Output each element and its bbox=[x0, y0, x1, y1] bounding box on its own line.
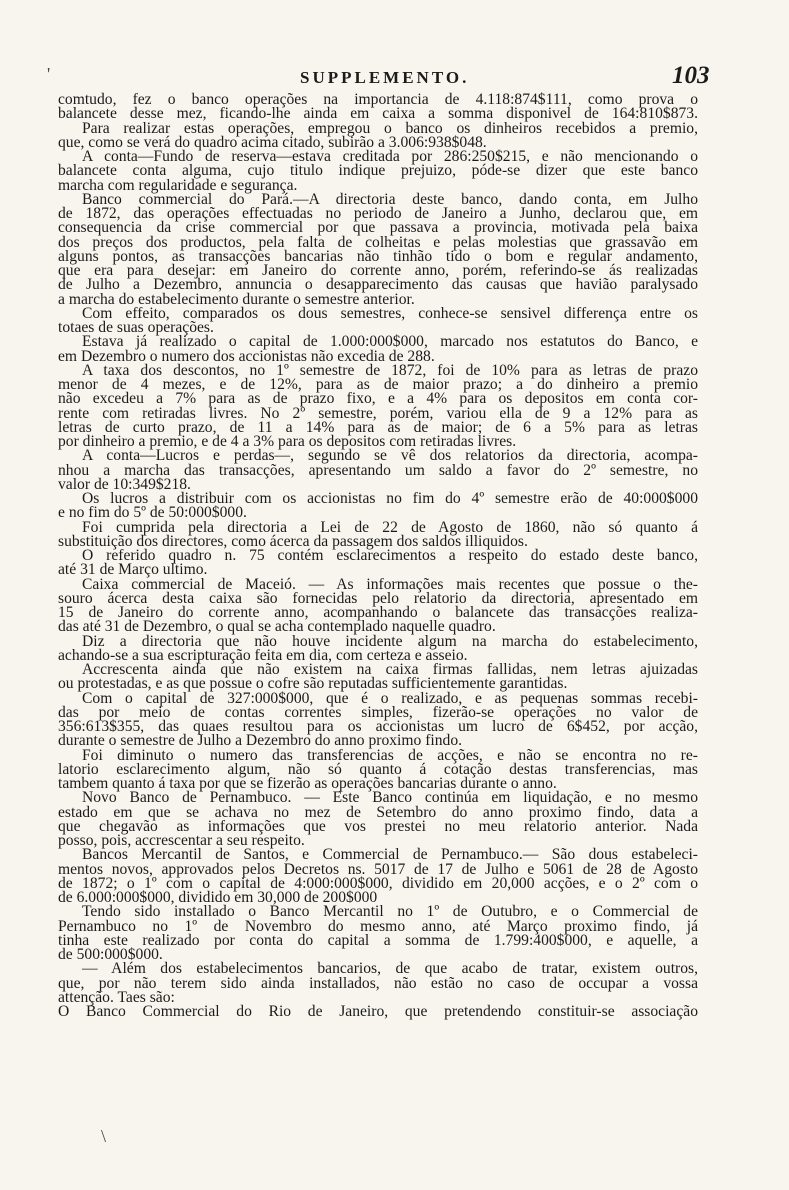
text-line: Accrescenta ainda que não existem na caixa firmas fallidas, nem letras ajuizadas bbox=[82, 661, 698, 678]
text-line: por dinheiro a premio, e de 4 a 3% para os depositos com retiradas livres. bbox=[58, 433, 517, 450]
body-text bbox=[58, 93, 698, 1019]
text-line: Para realizar estas operações, empregou o banco os dinheiros recebidos a premio, bbox=[82, 119, 698, 137]
text-line: achando-se a sua escripturação feita em dia, com certeza e asseio. bbox=[58, 646, 468, 664]
text-line: durante o semestre de Julho a Dezembro do anno proximo findo. bbox=[58, 732, 463, 750]
text-line: letras de curto prazo, de 11 a 14% para as de maior; de 6 a 5% para as letras bbox=[58, 418, 698, 436]
text-line: ou protestadas, e as que possue o cofre são reputadas sufficientemente garantidas. bbox=[58, 675, 568, 693]
text-line: em Dezembro o numero dos accionistas não excedia de 288. bbox=[58, 347, 435, 365]
running-title: SUPPLEMENTO. bbox=[300, 68, 470, 87]
text-line: das até 31 de Dezembro, o qual se acha contemplado naquelle quadro. bbox=[58, 618, 496, 636]
text-line: attenção. Taes são: bbox=[58, 988, 175, 1006]
text-line: posso, pois, accrescentar a seu respeito. bbox=[58, 832, 305, 849]
text-line: dos preços dos productos, pela falta de colheitas e pelas molestias que grassavão em bbox=[58, 233, 698, 251]
text-line: e no fim do 5º de 50:000$000. bbox=[58, 504, 247, 522]
text-line: de 1872, das operações effectuadas no periodo de Janeiro a Junho, declarou que, em bbox=[58, 205, 698, 222]
text-line: Bancos Mercantil de Santos, e Commercial de Pernambuco.— São dous estabeleci- bbox=[82, 846, 698, 864]
text-line: que, como se verá do quadro acima citado, subirão a 3.006:938$048. bbox=[58, 133, 487, 151]
text-line: que era para desejar: em Janeiro do corrente anno, porém, referindo-se ás realizadas bbox=[58, 262, 698, 279]
text-line: a marcha do estabelecimento durante o semestre anterior. bbox=[58, 290, 415, 308]
text-line: totaes de suas operações. bbox=[58, 319, 214, 336]
text-line: comtudo, fez o banco operações na importancia de 4.118:874$111, como prova o bbox=[58, 91, 698, 108]
text-line: substituição dos directores, como ácerca da passagem dos saldos illiquidos. bbox=[58, 532, 528, 550]
text-line: consequencia da crise commercial por que passava a provincia, motivada pela baixa bbox=[58, 219, 698, 237]
text-line: O referido quadro n. 75 contém esclarecimentos a respeito do estado deste banco, bbox=[82, 547, 698, 564]
text-line: tambem quanto á taxa por que se fizerão as operações bancarias durante o anno. bbox=[58, 775, 557, 792]
text-line: de 1872; o 1º com o capital de 4:000:000$000, dividido em 20,000 acções, e o 2º com o bbox=[58, 874, 698, 892]
text-line: A conta—Lucros e perdas—, segundo se vê dos relatorios da directoria, acompa- bbox=[82, 447, 698, 465]
text-line: Pernambuco no 1º de Novembro do mesmo anno, até Março proximo findo, já bbox=[58, 917, 698, 935]
text-line: Tendo sido installado o Banco Mercantil no 1º de Outubro, e o Commercial de bbox=[82, 903, 698, 921]
text-line: que, por não terem sido ainda installados, não estão no caso de occupar a vossa bbox=[58, 974, 698, 992]
text-line: Os lucros a distribuir com os accionistas no fim do 4º semestre erão de 40:000$000 bbox=[82, 490, 698, 507]
page-header bbox=[0, 62, 789, 92]
text-line: marcha com regularidade e segurança. bbox=[58, 176, 298, 194]
text-line: das por meio de contas correntes simples, fizerão-se operações no valor de bbox=[58, 703, 698, 721]
margin-mark: ' bbox=[47, 64, 51, 84]
text-line: balancete desse mez, ficando-lhe ainda em caixa a somma disponivel de 164:810$873. bbox=[58, 105, 698, 123]
text-line: até 31 de Março ultimo. bbox=[58, 561, 208, 579]
text-line: O Banco Commercial do Rio de Janeiro, que pretendendo constituir-se associação bbox=[58, 1003, 698, 1020]
text-line: Com o capital de 327:000$000, que é o realizado, e as pequenas sommas recebi- bbox=[82, 689, 698, 707]
text-line: A conta—Fundo de reserva—estava creditada por 286:250$215, e não mencionando o bbox=[82, 148, 698, 165]
text-line: 356:613$355, das quaes resultou para os accionistas um lucro de 6$452, por acção, bbox=[58, 718, 698, 735]
text-line: não excedeu a 7% para as de prazo fixo, e a 4% para os depositos em conta cor- bbox=[58, 390, 698, 408]
text-line: Diz a directoria que não houve incidente algum na marcha do estabelecimento, bbox=[82, 632, 698, 650]
text-line: balancete conta alguma, cujo titulo indique prejuizo, póde-se dizer que este banco bbox=[58, 162, 698, 180]
text-line: latorio esclarecimento algum, não só quanto á cotação destas transferencias, mas bbox=[58, 760, 698, 778]
text-line: rente com retiradas livres. No 2º semestre, porém, variou ella de 9 a 12% para as bbox=[58, 404, 698, 422]
text-line: souro ácerca desta caixa são fornecidas pelo relatorio da directoria, apresentado em bbox=[58, 589, 698, 607]
text-line: Foi diminuto o numero das transferencias de acções, e não se encontra no re- bbox=[82, 746, 698, 764]
text-line: Foi cumprida pela directoria a Lei de 22 de Agosto de 1860, não só quanto á bbox=[82, 518, 698, 536]
text-line: A taxa dos descontos, no 1º semestre de 1872, foi de 10% para as letras de prazo bbox=[82, 361, 698, 379]
margin-mark: \ bbox=[101, 1126, 107, 1146]
text-line: de Julho a Dezembro, annuncia o desapparecimento das causas que havião paralysado bbox=[58, 276, 698, 294]
text-line: alguns pontos, as transacções bancarias não tinhão tido o bom e regular andamento, bbox=[58, 247, 698, 265]
text-line: Estava já realizado o capital de 1.000:000$000, marcado nos estatutos do Banco, e bbox=[82, 333, 698, 351]
text-line: — Além dos estabelecimentos bancarios, de que acabo de tratar, existem outros, bbox=[82, 960, 698, 978]
text-line: 15 de Janeiro do corrente anno, acompanhando o balancete das transacções realiza- bbox=[58, 604, 698, 621]
text-line: valor de 10:349$218. bbox=[58, 475, 191, 493]
text-line: menor de 4 mezes, e de 12%, para as de maior prazo; a do dinheiro a premio bbox=[58, 376, 698, 393]
text-line: de 6.000:000$000, dividido em 30,000 de 200$000 bbox=[58, 889, 378, 906]
text-line: que chegavão as informações que vos prestei no meu relatorio anterior. Nada bbox=[58, 817, 698, 835]
text-line: Com effeito, comparados os dous semestres, conhece-se sensivel differença entre os bbox=[82, 304, 698, 322]
text-line: de 500:000$000. bbox=[58, 946, 163, 963]
page-number: 103 bbox=[672, 62, 710, 89]
text-line: Banco commercial do Pará.—A directoria deste banco, dando conta, em Julho bbox=[82, 190, 698, 208]
text-line: mentos novos, approvados pelos Decretos ns. 5017 de 17 de Julho e 5061 de 28 de Agosto bbox=[58, 860, 698, 878]
text-line: tinha este realizado por conta do capital a somma de 1.799:400$000, e aquelle, a bbox=[58, 931, 698, 949]
text-line: Novo Banco de Pernambuco. — Este Banco continúa em liquidação, e no mesmo bbox=[82, 789, 698, 807]
text-line: Caixa commercial de Maceió. — As informações mais recentes que possue o the- bbox=[82, 575, 698, 593]
text-line: estado em que se achava no mez de Setembro do anno proximo findo, data a bbox=[58, 803, 698, 821]
text-line: nhou a marcha das transacções, apresentando um saldo a favor do 2º semestre, no bbox=[58, 461, 698, 479]
